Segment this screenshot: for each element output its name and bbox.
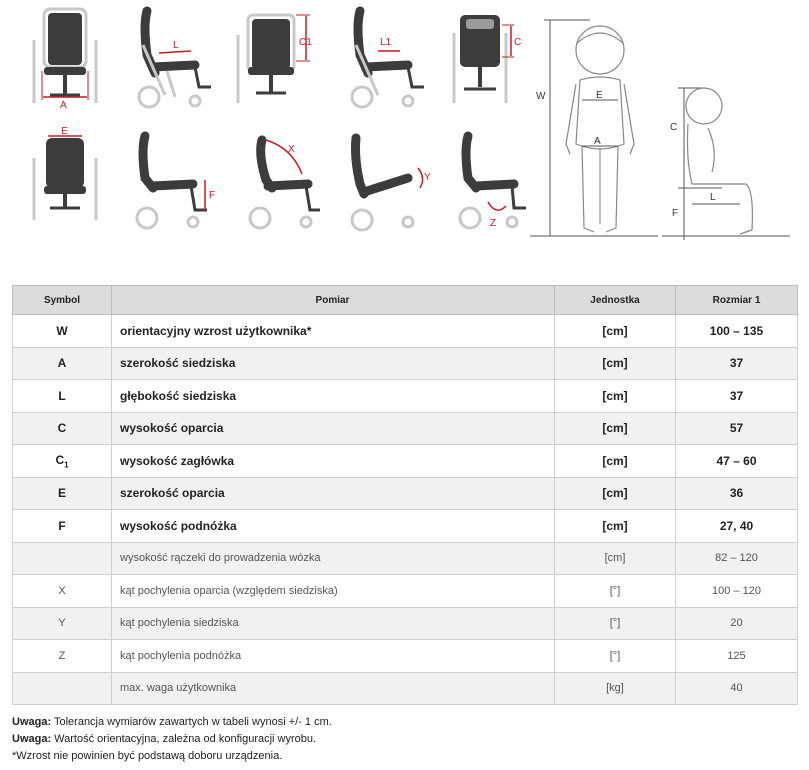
cell-size: 27, 40 <box>676 510 798 543</box>
cell-symbol: Z <box>13 640 112 673</box>
chair-front-headrest-diagram <box>232 5 322 110</box>
note-text: *Wzrost nie powinien być podstawą doboru urządzenia. <box>12 750 283 762</box>
child-label-e: E <box>596 90 603 101</box>
cell-symbol: F <box>13 510 112 543</box>
cell-measure: kąt pochylenia oparcia (względem siedziska) <box>112 575 555 608</box>
header-size: Rozmiar 1 <box>676 286 798 315</box>
label-y: Y <box>424 172 431 183</box>
label-z: Z <box>490 218 497 229</box>
cell-measure: szerokość oparcia <box>112 477 555 510</box>
table-row <box>13 542 798 575</box>
cell-symbol <box>13 672 112 705</box>
label-a: A <box>60 100 67 111</box>
chair-side-back-angle-diagram <box>232 128 327 233</box>
measurement-diagrams <box>0 0 809 280</box>
header-symbol: Symbol <box>13 286 112 315</box>
cell-symbol: E <box>13 477 112 510</box>
chair-front-width-diagram <box>30 5 100 110</box>
chair-side-headrest-depth-diagram <box>338 5 430 110</box>
footnotes <box>12 714 332 765</box>
cell-unit: [°] <box>555 607 676 640</box>
cell-unit: [cm] <box>555 510 676 543</box>
table-row <box>13 477 798 510</box>
cell-symbol: X <box>13 575 112 608</box>
table-row <box>13 315 798 348</box>
cell-measure: kąt pochylenia siedziska <box>112 607 555 640</box>
child-label-c: C <box>670 122 678 133</box>
child-seated-diagram <box>662 80 792 245</box>
label-f: F <box>209 190 216 201</box>
cell-unit: [cm] <box>555 380 676 413</box>
child-label-l: L <box>710 192 716 203</box>
cell-size: 37 <box>676 347 798 380</box>
chair-side-footrest-height-diagram <box>125 128 220 233</box>
note-label: Uwaga: <box>12 716 52 728</box>
child-label-w: W <box>536 91 546 102</box>
label-x: X <box>288 144 295 155</box>
table-row <box>13 607 798 640</box>
cell-unit: [°] <box>555 640 676 673</box>
label-l1: L1 <box>380 37 392 48</box>
table-row <box>13 640 798 673</box>
cell-unit: [°] <box>555 575 676 608</box>
note-tolerance <box>12 714 332 731</box>
chair-front-back-width-diagram <box>30 128 100 233</box>
table-header-row <box>13 286 798 315</box>
table-row <box>13 510 798 543</box>
chair-side-seat-angle-diagram <box>338 128 438 233</box>
cell-size: 20 <box>676 607 798 640</box>
table-row <box>13 412 798 445</box>
cell-measure: wysokość zagłówka <box>112 445 555 478</box>
cell-measure: wysokość oparcia <box>112 412 555 445</box>
chair-side-footrest-angle-diagram <box>448 128 533 233</box>
cell-unit: [kg] <box>555 672 676 705</box>
label-e: E <box>61 126 68 137</box>
label-c: C <box>514 37 522 48</box>
cell-measure: wysokość podnóżka <box>112 510 555 543</box>
note-indicative <box>12 731 332 748</box>
specification-table <box>12 285 798 705</box>
cell-symbol: L <box>13 380 112 413</box>
cell-measure: wysokość rączeki do prowadzenia wózka <box>112 542 555 575</box>
table-row <box>13 445 798 478</box>
header-measure: Pomiar <box>112 286 555 315</box>
chair-back-height-diagram <box>448 5 528 110</box>
cell-size: 100 – 120 <box>676 575 798 608</box>
cell-size: 82 – 120 <box>676 542 798 575</box>
note-height-disclaimer <box>12 748 332 765</box>
symbol-subscript: 1 <box>64 459 69 469</box>
symbol-main: C <box>55 452 65 467</box>
cell-symbol: W <box>13 315 112 348</box>
cell-size: 57 <box>676 412 798 445</box>
cell-size: 37 <box>676 380 798 413</box>
header-unit: Jednostka <box>555 286 676 315</box>
table-row <box>13 575 798 608</box>
cell-symbol <box>13 445 112 478</box>
child-label-f: F <box>672 208 679 219</box>
cell-measure: orientacyjny wzrost użytkownika* <box>112 315 555 348</box>
cell-symbol <box>13 542 112 575</box>
child-standing-diagram <box>530 14 660 244</box>
label-l: L <box>173 40 179 51</box>
table-row <box>13 347 798 380</box>
child-label-a: A <box>594 136 601 147</box>
cell-measure: kąt pochylenia podnóżka <box>112 640 555 673</box>
cell-unit: [cm] <box>555 347 676 380</box>
cell-size: 100 – 135 <box>676 315 798 348</box>
cell-symbol: C <box>13 412 112 445</box>
cell-size: 47 – 60 <box>676 445 798 478</box>
cell-size: 125 <box>676 640 798 673</box>
cell-unit: [cm] <box>555 445 676 478</box>
cell-measure: szerokość siedziska <box>112 347 555 380</box>
cell-size: 36 <box>676 477 798 510</box>
cell-symbol: Y <box>13 607 112 640</box>
label-c1: C1 <box>299 37 312 48</box>
note-text: Tolerancja wymiarów zawartych w tabeli wynosi +/- 1 cm. <box>51 716 332 728</box>
table-row <box>13 672 798 705</box>
note-text: Wartość orientacyjna, zależna od konfiguracji wyrobu. <box>51 733 317 745</box>
chair-side-depth-diagram <box>125 5 215 110</box>
note-label: Uwaga: <box>12 733 52 745</box>
cell-unit: [cm] <box>555 315 676 348</box>
cell-size: 40 <box>676 672 798 705</box>
cell-unit: [cm] <box>555 477 676 510</box>
cell-unit: [cm] <box>555 542 676 575</box>
table-row <box>13 380 798 413</box>
cell-unit: [cm] <box>555 412 676 445</box>
cell-symbol: A <box>13 347 112 380</box>
cell-measure: max. waga użytkownika <box>112 672 555 705</box>
cell-measure: głębokość siedziska <box>112 380 555 413</box>
